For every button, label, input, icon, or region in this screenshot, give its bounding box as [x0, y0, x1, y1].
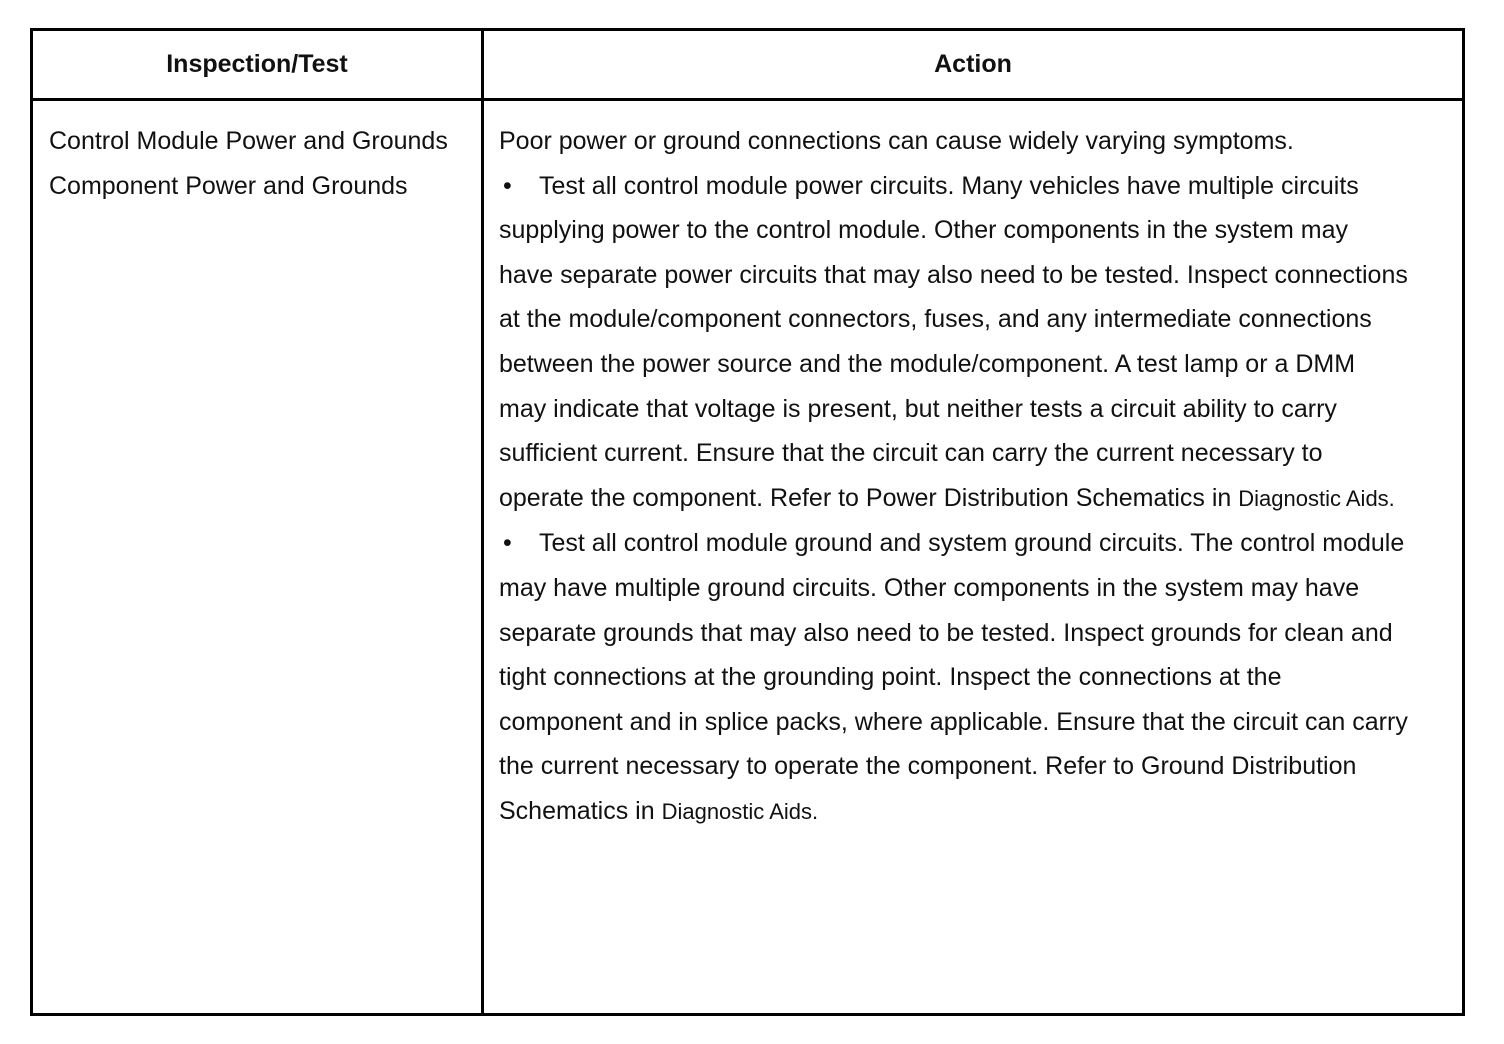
- diagnostic-aids-reference: Diagnostic Aids.: [1238, 485, 1395, 511]
- bullet-icon: •: [503, 529, 512, 558]
- header-divider: [33, 98, 1462, 101]
- header-inspection-test: Inspection/Test: [166, 50, 348, 78]
- bullet-ground-text: Test all control module ground and system ground circuits. The control module may have multiple ground circuits. Other components in the system may have separate grounds that may also need to be tested. Inspect grounds for clean and tight connections at the grounding point. Inspect the connections at the component and in splice packs, where applicable. Ensure that the circuit can carry the current necessary to operate the component. Refer to Ground Distribution Schematics in: [499, 529, 1408, 825]
- inspection-cell: [49, 119, 449, 208]
- action-intro: Poor power or ground connections can cause widely varying symptoms.: [499, 127, 1294, 155]
- column-divider: [481, 31, 484, 1013]
- action-cell: [499, 119, 1409, 835]
- bullet-power-text: Test all control module power circuits. Many vehicles have multiple circuits supplying power to the control module. Other components in the system may have separate power circuits that may also need to be tested. Inspect connections at the module/component connectors, fuses, and any intermediate connections between the power source and the module/component. A test lamp or a DMM may indicate that voltage is present, but neither tests a circuit ability to carry sufficient current. Ensure that the circuit can carry the current necessary to operate the component. Refer to Power Distribution Schematics in: [499, 171, 1408, 512]
- action-bullet-ground: [499, 521, 1409, 834]
- bullet-icon: •: [503, 171, 512, 200]
- inspection-table: [30, 28, 1465, 1016]
- inspection-text: Control Module Power and Grounds Component Power and Grounds: [49, 127, 448, 200]
- diagnostic-aids-reference: Diagnostic Aids.: [661, 798, 819, 824]
- header-action: Action: [934, 50, 1012, 78]
- action-bullet-power: [499, 164, 1409, 522]
